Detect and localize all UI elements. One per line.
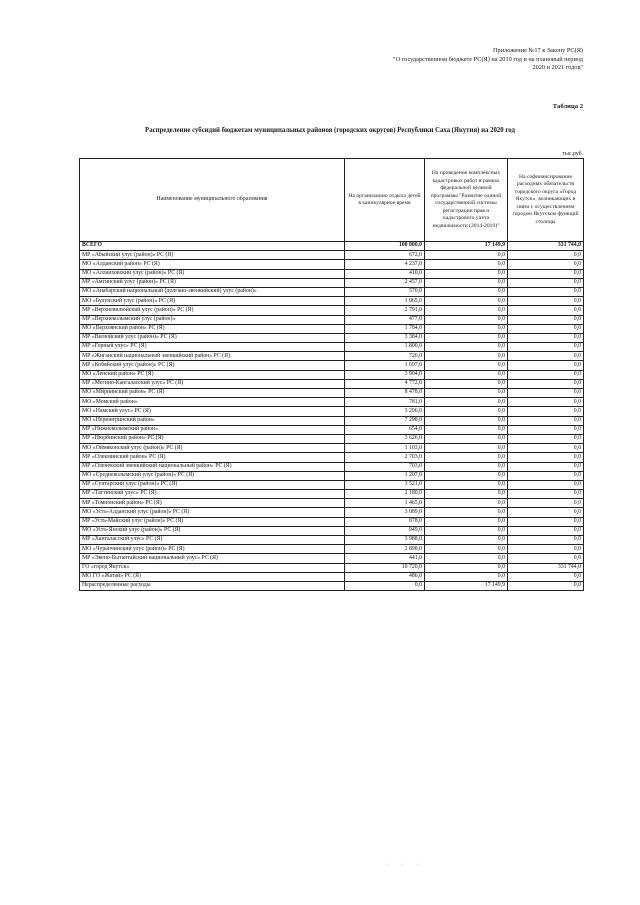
children-rest-cell: 441,0 (345, 554, 425, 563)
children-rest-cell: 3 296,0 (345, 407, 425, 416)
municipality-cell: МО «Среднеколымский улус (район)» РС (Я) (80, 471, 345, 480)
total-cadastral-works: 17 149,9 (425, 242, 508, 251)
municipality-cell: МР «Томпонский район» РС (Я) (80, 499, 345, 508)
capital-cofinancing-cell: 0,0 (508, 306, 584, 315)
table-row (80, 260, 584, 269)
cadastral-works-cell: 0,0 (425, 324, 508, 333)
children-rest-cell: 2 457,0 (345, 278, 425, 287)
children-rest-cell: 1 207,0 (345, 471, 425, 480)
cadastral-works-cell: 0,0 (425, 536, 508, 545)
table-row (80, 554, 584, 563)
table-row (80, 306, 584, 315)
cadastral-works-cell: 0,0 (425, 508, 508, 517)
capital-cofinancing-cell: 0,0 (508, 462, 584, 471)
children-rest-cell: 3 988,0 (345, 536, 425, 545)
table-row (80, 444, 584, 453)
municipality-cell: МО «Алданский район» РС (Я) (80, 260, 345, 269)
capital-cofinancing-cell: 0,0 (508, 517, 584, 526)
appendix-line: Приложение №17 к Закону РС(Я) (493, 47, 583, 54)
cadastral-works-cell: 0,0 (425, 352, 508, 361)
children-rest-cell: 3 904,0 (345, 370, 425, 379)
municipality-cell: МР «Нюрбинский район» РС (Я) (80, 434, 345, 443)
capital-cofinancing-cell: 0,0 (508, 572, 584, 581)
children-rest-cell: 3 626,0 (345, 434, 425, 443)
table-row (80, 398, 584, 407)
table-row (80, 333, 584, 342)
municipality-cell: МО «Верхоянский район» РС (Я) (80, 324, 345, 333)
cadastral-works-cell: 0,0 (425, 251, 508, 260)
cadastral-works-cell: 0,0 (425, 434, 508, 443)
capital-cofinancing-cell: 0,0 (508, 581, 584, 590)
municipality-cell: МР «Нижнеколымский район» (80, 425, 345, 434)
capital-cofinancing-cell: 0,0 (508, 416, 584, 425)
children-rest-cell: 1 065,0 (345, 297, 425, 306)
children-rest-cell: 486,0 (345, 572, 425, 581)
table-row (80, 572, 584, 581)
capital-cofinancing-cell: 0,0 (508, 545, 584, 554)
municipality-cell: МО «Мирнинский район» РС (Я) (80, 389, 345, 398)
cadastral-works-cell: 0,0 (425, 554, 508, 563)
capital-cofinancing-cell: 0,0 (508, 434, 584, 443)
cadastral-works-cell: 0,0 (425, 297, 508, 306)
cadastral-works-cell: 0,0 (425, 361, 508, 370)
scan-marks: · · · (386, 862, 425, 868)
total-capital-cofinancing: 331 744,0 (508, 242, 584, 251)
capital-cofinancing-cell: 0,0 (508, 370, 584, 379)
table-row (80, 480, 584, 489)
capital-cofinancing-cell: 0,0 (508, 536, 584, 545)
children-rest-cell: 1 784,0 (345, 324, 425, 333)
table-label: Таблица 2 (552, 103, 583, 110)
capital-cofinancing-cell: 0,0 (508, 324, 584, 333)
municipality-cell: МО «Усть-Янский улус (район)» РС (Я) (80, 526, 345, 535)
table-row (80, 517, 584, 526)
table-row (80, 278, 584, 287)
children-rest-cell: 781,0 (345, 398, 425, 407)
municipality-cell: МР «Мегино-Кангаласский улус» РС (Я) (80, 379, 345, 388)
children-rest-cell: 949,0 (345, 526, 425, 535)
column-header-children-rest: На организацию отдыха детей в каникулярное время (345, 159, 425, 242)
municipality-cell: МО «Усть-Алданский улус (район)» РС (Я) (80, 508, 345, 517)
table-row (80, 526, 584, 535)
capital-cofinancing-cell: 0,0 (508, 554, 584, 563)
cadastral-works-cell: 0,0 (425, 471, 508, 480)
municipality-cell: МР «Кобяйский улус (район)» РС (Я) (80, 361, 345, 370)
municipality-cell: МР «Жиганский национальный эвенкийский район» РС (Я) (80, 352, 345, 361)
children-rest-cell: 3 089,0 (345, 508, 425, 517)
cadastral-works-cell: 0,0 (425, 453, 508, 462)
cadastral-works-cell: 0,0 (425, 563, 508, 572)
capital-cofinancing-cell: 0,0 (508, 315, 584, 324)
capital-cofinancing-cell: 0,0 (508, 361, 584, 370)
children-rest-cell: 654,0 (345, 425, 425, 434)
cadastral-works-cell: 0,0 (425, 425, 508, 434)
table-row (80, 462, 584, 471)
municipality-cell: МР «Эвено-Бытантайский национальный улус» РС (Я) (80, 554, 345, 563)
table-row (80, 370, 584, 379)
total-row (80, 242, 584, 251)
cadastral-works-cell: 0,0 (425, 379, 508, 388)
capital-cofinancing-cell: 0,0 (508, 508, 584, 517)
units-label: тыс.руб. (562, 151, 583, 157)
cadastral-works-cell: 17 149,9 (425, 581, 508, 590)
cadastral-works-cell: 0,0 (425, 526, 508, 535)
municipality-cell: МР «Оленекский эвенкийский национальный район» РС (Я) (80, 462, 345, 471)
capital-cofinancing-cell: 0,0 (508, 297, 584, 306)
capital-cofinancing-cell: 0,0 (508, 453, 584, 462)
children-rest-cell: 2 791,0 (345, 306, 425, 315)
table-row (80, 379, 584, 388)
children-rest-cell: 1 103,0 (345, 444, 425, 453)
table-row (80, 471, 584, 480)
children-rest-cell: 672,0 (345, 251, 425, 260)
children-rest-cell: 570,0 (345, 287, 425, 296)
municipality-cell: МР «Сунтарский улус (район)» РС (Я) (80, 480, 345, 489)
table-row (80, 324, 584, 333)
cadastral-works-cell: 0,0 (425, 343, 508, 352)
capital-cofinancing-cell: 0,0 (508, 407, 584, 416)
municipality-cell: МО «Булунский улус (район)» РС (Я) (80, 297, 345, 306)
children-rest-cell: 8 478,0 (345, 389, 425, 398)
table-row (80, 251, 584, 260)
cadastral-works-cell: 0,0 (425, 315, 508, 324)
children-rest-cell: 0,0 (345, 581, 425, 590)
table-row (80, 297, 584, 306)
capital-cofinancing-cell: 0,0 (508, 389, 584, 398)
municipality-cell: МО ГО «Жатай» РС (Я) (80, 572, 345, 581)
children-rest-cell: 1 697,0 (345, 361, 425, 370)
appendix-line: "О государственном бюджете РС(Я) на 2019 год и на плановый период (393, 55, 583, 63)
municipality-cell: МР «Верхневилюйский улус (район)» РС (Я) (80, 306, 345, 315)
table-row (80, 269, 584, 278)
table-row (80, 508, 584, 517)
subsidy-table (79, 158, 584, 591)
column-header-cadastral-works: На проведение комплексных кадастровых работ в рамках федеральной целевой программы "Развитие единой государственной системы регистрации прав и кадастрового учета недвижимости (2014-2019)" (425, 159, 508, 242)
municipality-cell: МО «Чурапчинский улус (район)» РС (Я) (80, 545, 345, 554)
municipality-cell: ГО «город Якутск» (80, 563, 345, 572)
cadastral-works-cell: 0,0 (425, 306, 508, 315)
appendix-line: 2020 и 2021 годов" (532, 64, 583, 72)
appendix-reference (323, 47, 583, 73)
capital-cofinancing-cell: 0,0 (508, 526, 584, 535)
children-rest-cell: 726,0 (345, 352, 425, 361)
column-header-capital-cofinancing: На софинансирование расходных обязательств городского округа «Город Якутск», возникающих в связи с осуществлением городом Якутском функций столицы (508, 159, 584, 242)
table-header-row (80, 159, 584, 242)
municipality-cell: МО «Аллаиховский улус (район)» РС (Я) (80, 269, 345, 278)
municipality-cell: МР «Вилюйский улус (район)» РС (Я) (80, 333, 345, 342)
cadastral-works-cell: 0,0 (425, 416, 508, 425)
table-row (80, 352, 584, 361)
table-row (80, 536, 584, 545)
table-row (80, 343, 584, 352)
municipality-cell: МР «Хангаласский улус» РС (Я) (80, 536, 345, 545)
table-row (80, 453, 584, 462)
capital-cofinancing-cell: 0,0 (508, 379, 584, 388)
table-row (80, 563, 584, 572)
children-rest-cell: 878,0 (345, 517, 425, 526)
capital-cofinancing-cell: 0,0 (508, 499, 584, 508)
capital-cofinancing-cell: 0,0 (508, 425, 584, 434)
table-row (80, 389, 584, 398)
municipality-cell: МО «Анабарский национальный (долгано-эвенкийский) улус (район)» (80, 287, 345, 296)
capital-cofinancing-cell: 0,0 (508, 260, 584, 269)
children-rest-cell: 7 298,0 (345, 416, 425, 425)
municipality-cell: МО «Намский улус» РС (Я) (80, 407, 345, 416)
capital-cofinancing-cell: 331 744,0 (508, 563, 584, 572)
cadastral-works-cell: 0,0 (425, 572, 508, 581)
capital-cofinancing-cell: 0,0 (508, 480, 584, 489)
capital-cofinancing-cell: 0,0 (508, 343, 584, 352)
capital-cofinancing-cell: 0,0 (508, 490, 584, 499)
children-rest-cell: 477,0 (345, 315, 425, 324)
table-row (80, 425, 584, 434)
capital-cofinancing-cell: 0,0 (508, 287, 584, 296)
document-title: Распределение субсидий бюджетам муниципальных районов (городских округов) Республики Саха (Якутия) на 2020 год (145, 127, 515, 134)
municipality-cell: МР «Амгинский улус (район)» РС (Я) (80, 278, 345, 287)
children-rest-cell: 4 772,0 (345, 379, 425, 388)
municipality-cell: МО «Оймяконский улус (район)» РС (Я) (80, 444, 345, 453)
municipality-cell: МР «Абыйский улус (район)» РС (Я) (80, 251, 345, 260)
capital-cofinancing-cell: 0,0 (508, 278, 584, 287)
capital-cofinancing-cell: 0,0 (508, 471, 584, 480)
cadastral-works-cell: 0,0 (425, 517, 508, 526)
municipality-cell: МО «Момский район» (80, 398, 345, 407)
children-rest-cell: 1 465,0 (345, 499, 425, 508)
cadastral-works-cell: 0,0 (425, 269, 508, 278)
cadastral-works-cell: 0,0 (425, 287, 508, 296)
municipality-cell: МР «Усть-Майский улус (район)» РС (Я) (80, 517, 345, 526)
municipality-cell: МО «Нерюнгринский район» (80, 416, 345, 425)
table-row (80, 499, 584, 508)
children-rest-cell: 703,0 (345, 462, 425, 471)
total-children-rest: 100 000,0 (345, 242, 425, 251)
table-row (80, 407, 584, 416)
cadastral-works-cell: 0,0 (425, 278, 508, 287)
municipality-cell: МР «Верхнеколымский улус (район)» (80, 315, 345, 324)
table-row (80, 361, 584, 370)
children-rest-cell: 3 384,0 (345, 333, 425, 342)
capital-cofinancing-cell: 0,0 (508, 333, 584, 342)
children-rest-cell: 3 521,0 (345, 480, 425, 489)
municipality-cell: Нераспределенные расходы (80, 581, 345, 590)
children-rest-cell: 19 720,0 (345, 563, 425, 572)
children-rest-cell: 410,0 (345, 269, 425, 278)
cadastral-works-cell: 0,0 (425, 407, 508, 416)
capital-cofinancing-cell: 0,0 (508, 352, 584, 361)
children-rest-cell: 2 703,0 (345, 453, 425, 462)
children-rest-cell: 2 898,0 (345, 545, 425, 554)
cadastral-works-cell: 0,0 (425, 480, 508, 489)
table-row (80, 315, 584, 324)
municipality-cell: МО «Ленский район» РС (Я) (80, 370, 345, 379)
municipality-cell: МР «Олекминский район» РС (Я) (80, 453, 345, 462)
children-rest-cell: 4 237,0 (345, 260, 425, 269)
column-header-municipality: Наименование муниципального образования (80, 159, 345, 242)
capital-cofinancing-cell: 0,0 (508, 444, 584, 453)
table-row (80, 490, 584, 499)
table-row (80, 434, 584, 443)
table-row (80, 287, 584, 296)
capital-cofinancing-cell: 0,0 (508, 251, 584, 260)
municipality-cell: МР «Таттинский улус» РС (Я) (80, 490, 345, 499)
cadastral-works-cell: 0,0 (425, 499, 508, 508)
cadastral-works-cell: 0,0 (425, 444, 508, 453)
cadastral-works-cell: 0,0 (425, 389, 508, 398)
cadastral-works-cell: 0,0 (425, 490, 508, 499)
children-rest-cell: 2 180,0 (345, 490, 425, 499)
children-rest-cell: 1 800,0 (345, 343, 425, 352)
cadastral-works-cell: 0,0 (425, 398, 508, 407)
cadastral-works-cell: 0,0 (425, 260, 508, 269)
cadastral-works-cell: 0,0 (425, 462, 508, 471)
cadastral-works-cell: 0,0 (425, 370, 508, 379)
table-row (80, 581, 584, 590)
cadastral-works-cell: 0,0 (425, 333, 508, 342)
table-row (80, 545, 584, 554)
capital-cofinancing-cell: 0,0 (508, 398, 584, 407)
municipality-cell: МР «Горный улус» РС (Я) (80, 343, 345, 352)
cadastral-works-cell: 0,0 (425, 545, 508, 554)
table-row (80, 416, 584, 425)
capital-cofinancing-cell: 0,0 (508, 269, 584, 278)
total-label: ВСЕГО (80, 242, 345, 251)
